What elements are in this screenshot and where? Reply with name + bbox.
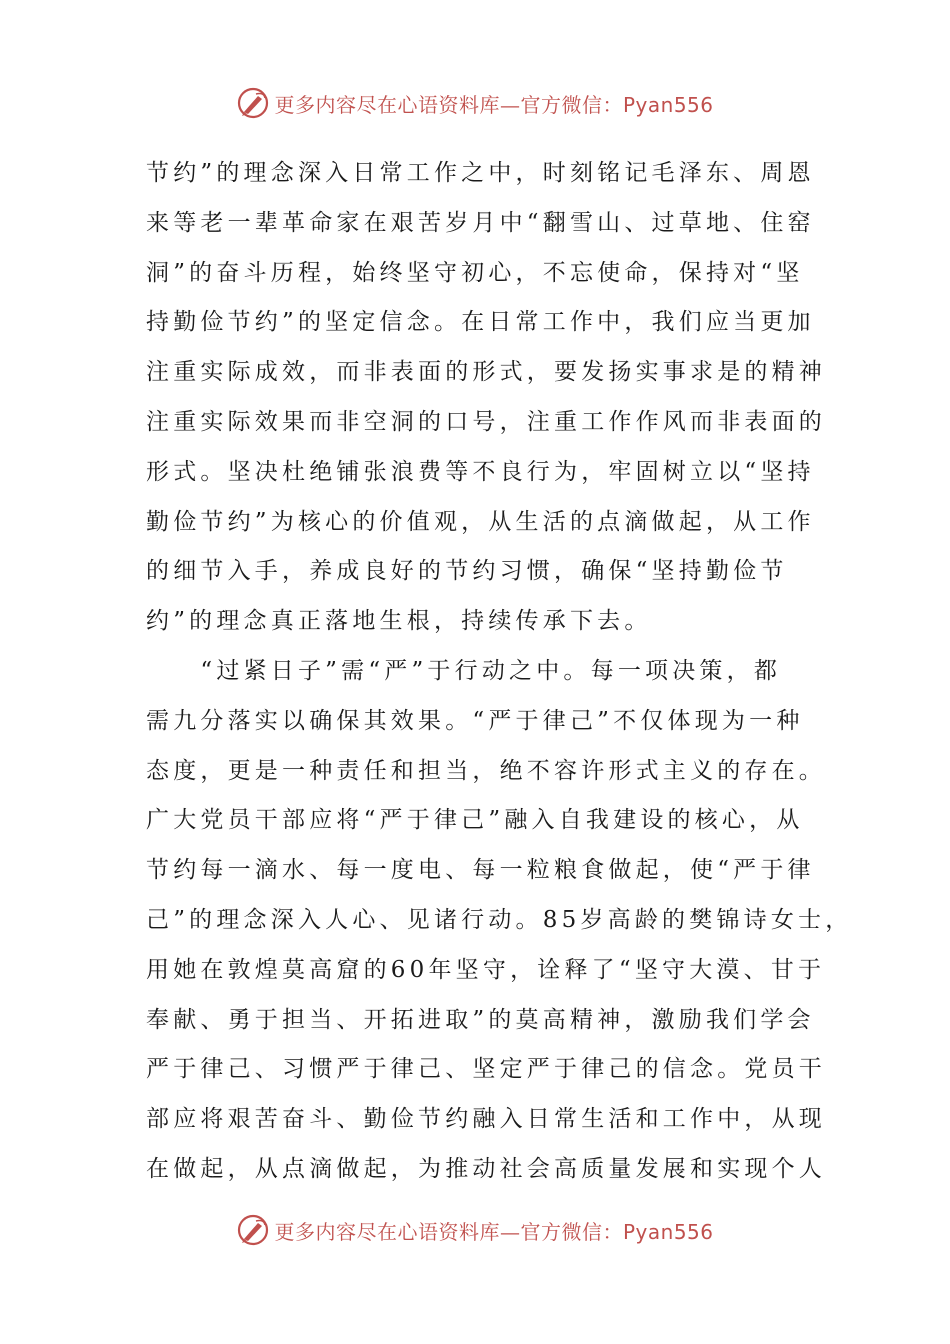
text-line-18: 奉献、勇于担当、开拓进取”的莫高精神，激励我们学会 xyxy=(146,1006,815,1033)
text-line-11: “过紧日子”需“严”于行动之中。每一项决策，都 xyxy=(146,657,782,684)
text-line-14: 广大党员干部应将“严于律己”融入自我建设的核心，从 xyxy=(146,807,804,834)
header-dash: — xyxy=(499,92,521,117)
text-line-16: 己”的理念深入人心、见诸行动。85岁高龄的樊锦诗女士， xyxy=(146,906,853,933)
text-line-15: 节约每一滴水、每一度电、每一粒粮食做起，使“严于律 xyxy=(146,857,815,884)
header-site-text: 更多内容尽在心语资料库 xyxy=(274,92,500,117)
text-line-8: 勤俭节约”为核心的价值观，从生活的点滴做起，从工作 xyxy=(146,508,815,535)
pen-logo-icon xyxy=(236,1213,270,1247)
article-body xyxy=(146,149,853,1195)
text-line-5: 注重实际成效，而非表面的形式，要发扬实事求是的精神 xyxy=(146,359,826,386)
footer-dash: — xyxy=(499,1219,521,1244)
text-line-10: 约”的理念真正落地生根，持续传承下去。 xyxy=(146,608,652,635)
text-line-13: 态度，更是一种责任和担当，绝不容许形式主义的存在。 xyxy=(146,757,826,784)
header-contact-id: Pyan556 xyxy=(622,92,714,117)
footer-site-text: 更多内容尽在心语资料库 xyxy=(274,1219,500,1244)
text-line-19: 严于律己、习惯严于律己、坚定严于律己的信念。党员干 xyxy=(146,1056,826,1083)
text-line-6: 注重实际效果而非空洞的口号，注重工作作风而非表面的 xyxy=(146,408,826,435)
text-line-4: 持勤俭节约”的坚定信念。在日常工作中，我们应当更加 xyxy=(146,309,815,336)
text-line-21: 在做起，从点滴做起，为推动社会高质量发展和实现个人 xyxy=(146,1155,826,1182)
footer-contact-label: 官方微信： xyxy=(520,1219,623,1244)
text-line-2: 来等老一辈革命家在艰苦岁月中“翻雪山、过草地、住窑 xyxy=(146,209,815,236)
header-banner xyxy=(0,83,950,123)
pen-logo-icon xyxy=(236,86,270,120)
text-line-17: 用她在敦煌莫高窟的60年坚守，诠释了“坚守大漠、甘于 xyxy=(146,956,826,983)
footer-contact-id: Pyan556 xyxy=(622,1219,714,1244)
text-line-7: 形式。坚决杜绝铺张浪费等不良行为，牢固树立以“坚持 xyxy=(146,458,815,485)
footer-banner xyxy=(0,1210,950,1250)
footer-text xyxy=(274,1216,713,1245)
text-line-1: 节约”的理念深入日常工作之中，时刻铭记毛泽东、周恩 xyxy=(146,160,815,186)
text-line-12: 需九分落实以确保其效果。“严于律己”不仅体现为一种 xyxy=(146,707,804,734)
header-text xyxy=(274,89,713,118)
text-line-20: 部应将艰苦奋斗、勤俭节约融入日常生活和工作中，从现 xyxy=(146,1106,826,1133)
header-contact-label: 官方微信： xyxy=(520,92,623,117)
text-line-3: 洞”的奋斗历程，始终坚守初心，不忘使命，保持对“坚 xyxy=(146,259,804,286)
text-line-9: 的细节入手，养成良好的节约习惯，确保“坚持勤俭节 xyxy=(146,558,788,585)
